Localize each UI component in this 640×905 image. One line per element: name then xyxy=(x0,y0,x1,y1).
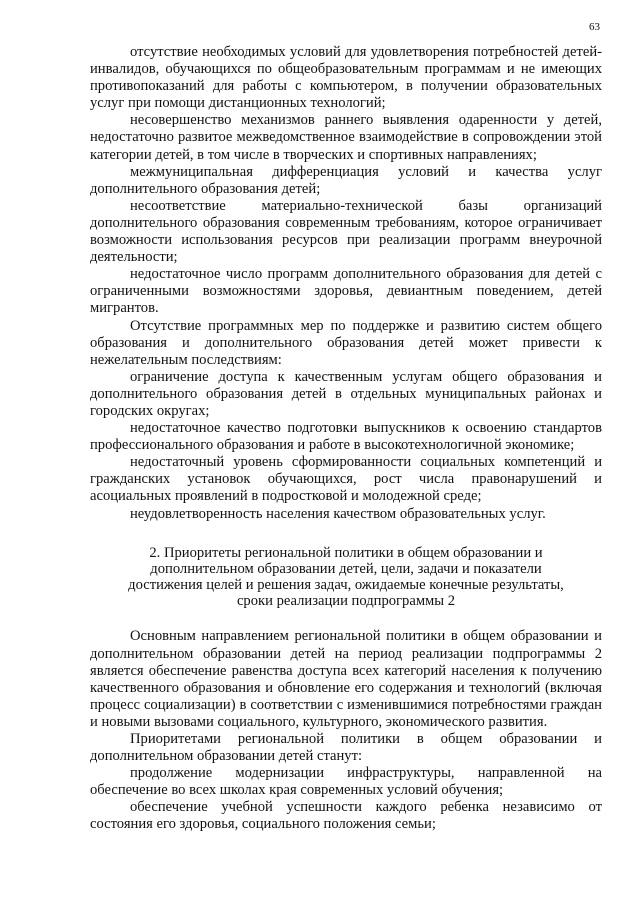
paragraph: межмуниципальная дифференциация условий и качества услуг дополнительного образования детей; xyxy=(90,163,602,197)
paragraph: Отсутствие программных мер по поддержке и развитию систем общего образования и дополнительного образования детей может привести к нежелательным последствиям: xyxy=(90,317,602,368)
paragraph: ограничение доступа к качественным услугам общего образования и дополнительного образования детей в отдельных муниципальных районах и городских округах; xyxy=(90,368,602,419)
paragraph: продолжение модернизации инфраструктуры, направленной на обеспечение во всех школах края современных условий обучения; xyxy=(90,765,602,799)
paragraph: недостаточное качество подготовки выпускников к освоению стандартов профессионального образования и работе в высокотехнологичной экономике; xyxy=(90,420,602,454)
paragraph: Основным направлением региональной политики в общем образовании и дополнительном образовании детей на период реализации подпрограммы 2 является обеспечение равенства доступа всех категорий населения к получению качественного образования и обновление его содержания и технологий (включая процесс социализации) в соответствии с изменившимися потребностями граждан и новыми вызовами социального, культурного, экономического развития. xyxy=(90,628,602,730)
paragraph: недостаточное число программ дополнительного образования для детей с ограниченными возможностями здоровья, девиантным поведением, детей мигрантов. xyxy=(90,266,602,317)
paragraph: несовершенство механизмов раннего выявления одаренности у детей, недостаточно развитое межведомственное взаимодействие в сопровождении этой категории детей, в том числе в творческих и спортивных направлениях; xyxy=(90,112,602,163)
paragraph: Приоритетами региональной политики в общем образовании и дополнительном образовании детей станут: xyxy=(90,731,602,765)
section-heading: 2. Приоритеты региональной политики в общем образовании и дополнительном образовании детей, цели, задачи и показатели достижения целей и решения задач, ожидаемые конечные результаты, сроки реализации подпрограммы 2 xyxy=(128,544,564,610)
page-number: 63 xyxy=(589,21,600,33)
paragraph: отсутствие необходимых условий для удовлетворения потребностей детей-инвалидов, обучающихся по общеобразовательным программам и не имеющих противопоказаний для работы с компьютером, в получении образовательных услуг при помощи дистанционных технологий; xyxy=(90,44,602,112)
paragraph: недостаточный уровень сформированности социальных компетенций и гражданских установок обучающихся, рост числа правонарушений и асоциальных проявлений в подростковой и молодежной среде; xyxy=(90,454,602,505)
paragraph: несоответствие материально-технической базы организаций дополнительного образования современным требованиям, которое ограничивает возможности использования ресурсов при реализации программ внеурочной деятельности; xyxy=(90,197,602,266)
paragraph: неудовлетворенность населения качеством образовательных услуг. xyxy=(130,505,546,522)
paragraph: обеспечение учебной успешности каждого ребенка независимо от состояния его здоровья, социального положения семьи; xyxy=(90,799,602,833)
